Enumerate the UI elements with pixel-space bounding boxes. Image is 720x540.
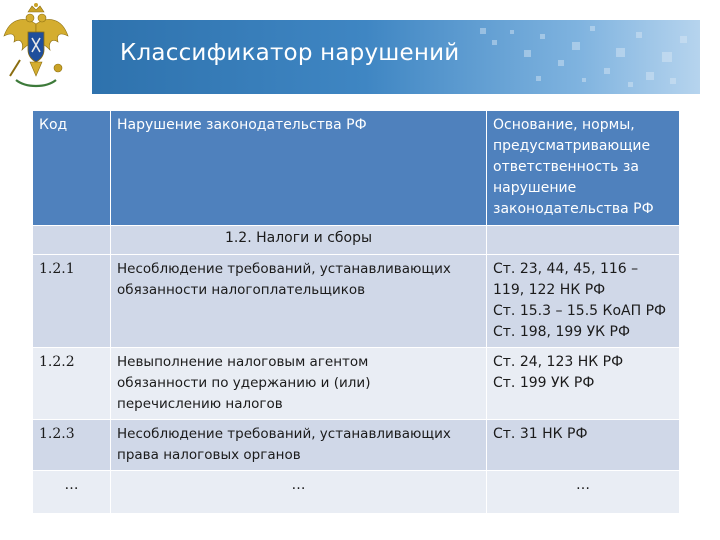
row-violation: Невыполнение налоговым агентом обязанности по удержанию и (или) перечислению налогов: [111, 348, 487, 420]
table-row: [33, 255, 680, 348]
page-title: Классификатор нарушений: [120, 40, 460, 66]
table-header-row: [33, 111, 680, 226]
column-header-basis: Основание, нормы, предусматривающие ответственность за нарушение законодательства РФ: [487, 111, 680, 226]
section-title: 1.2. Налоги и сборы: [111, 226, 487, 255]
ellipsis-basis: …: [487, 471, 680, 514]
table-row: [33, 348, 680, 420]
row-basis: Ст. 23, 44, 45, 116 – 119, 122 НК РФ Ст. 15.3 – 15.5 КоАП РФ Ст. 198, 199 УК РФ: [487, 255, 680, 348]
row-basis: Ст. 31 НК РФ: [487, 420, 680, 471]
row-code: 1.2.1: [33, 255, 111, 348]
violations-table: [32, 110, 680, 514]
row-code: 1.2.2: [33, 348, 111, 420]
row-violation: Несоблюдение требований, устанавливающих обязанности налогоплательщиков: [111, 255, 487, 348]
column-header-code: Код: [33, 111, 111, 226]
title-bar-pattern: [440, 20, 700, 94]
row-code: 1.2.3: [33, 420, 111, 471]
coat-of-arms-icon: [2, 2, 70, 88]
row-basis: Ст. 24, 123 НК РФ Ст. 199 УК РФ: [487, 348, 680, 420]
ellipsis-code: …: [33, 471, 111, 514]
ellipsis-row: [33, 471, 680, 514]
table-row: [33, 420, 680, 471]
row-violation: Несоблюдение требований, устанавливающих права налоговых органов: [111, 420, 487, 471]
ellipsis-violation: …: [111, 471, 487, 514]
column-header-violation: Нарушение законодательства РФ: [111, 111, 487, 226]
section-row: [33, 226, 680, 255]
title-bar: [92, 20, 700, 94]
